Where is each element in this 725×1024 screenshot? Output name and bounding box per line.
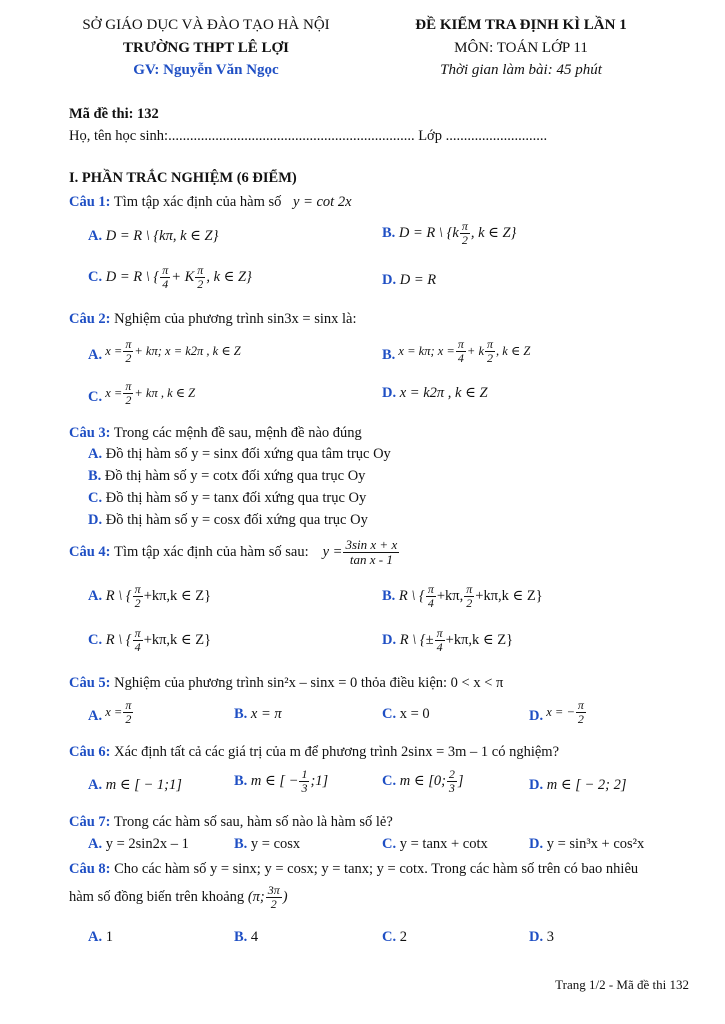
question-text: Cho các hàm số y = sinx; y = cosx; y = tanx; y = cotx. Trong các hàm số trên có bao nhiêu [114,861,639,877]
fraction [456,338,466,364]
option-label: C. [382,836,397,852]
fraction-numerator: π [577,698,584,712]
option-text: x = π [250,706,282,722]
option-text: , k ∈ Z} [470,224,517,241]
q2-option-c[interactable] [88,380,195,406]
exam-title: ĐỀ KIỂM TRA ĐỊNH KÌ LẦN 1 [415,17,627,33]
fraction-numerator: π [125,698,132,712]
option-text: R \ { [105,631,132,648]
option-text: 4 [250,929,259,945]
fraction [299,768,309,794]
fraction-numerator: π [487,337,494,351]
q4-option-b[interactable] [382,583,543,609]
option-label: A. [88,228,103,244]
option-text: D = R \ {kπ, k ∈ Z} [105,228,219,244]
question-text: Tìm tập xác định của hàm số [113,194,282,210]
option-text: x = k2π , k ∈ Z [399,385,488,401]
option-text: R \ { [105,587,132,604]
q6-option-a[interactable] [88,777,182,794]
page-footer: Trang 1/2 - Mã đề thi 132 [555,977,689,992]
fraction [426,583,436,609]
fraction-numerator: π [125,379,132,393]
q2-option-b[interactable] [382,338,530,364]
option-text: , k ∈ Z} [206,268,252,285]
q6-option-d[interactable] [529,777,626,794]
option-text: , k ∈ Z [496,344,531,359]
question-expression: y = cot 2x [293,194,352,210]
q3-option-a[interactable] [88,446,391,463]
option-text: x = [105,704,123,719]
fraction-denominator: 2 [270,896,277,911]
option-text: Đồ thị hàm số y = cosx đối xứng qua trục Oy [105,512,368,528]
question-text: Tìm tập xác định của hàm số sau: [114,543,309,560]
option-text: +kπ,k ∈ Z} [475,587,543,604]
option-label: D. [382,385,397,401]
question-5 [69,675,503,692]
fraction-denominator: 2 [125,392,132,407]
option-label: D. [529,708,544,725]
question-2 [69,311,357,328]
option-text: + kπ; x = k2π , k ∈ Z [134,344,241,359]
fraction [123,338,133,364]
option-label: C. [88,490,103,506]
fraction [576,699,586,725]
option-text: + k [466,343,484,358]
option-text: m ∈ [ − [250,772,299,789]
option-label: A. [88,446,103,462]
option-text: y = sin³x + cos²x [546,836,645,852]
question-expression: y = [322,543,343,560]
option-label: A. [88,836,103,852]
fraction-numerator: π [134,582,141,596]
school-department: SỞ GIÁO DỤC VÀ ĐÀO TẠO HÀ NỘI [82,17,330,33]
interval: ) [282,888,288,905]
duration: Thời gian làm bài: 45 phút [440,62,602,78]
option-label: B. [234,772,248,789]
question-label: Câu 3: [69,425,111,441]
q7-option-a[interactable] [88,836,189,853]
question-label: Câu 2: [69,311,111,327]
option-text: D = R \ { [105,268,160,285]
question-text: Nghiệm của phương trình sin3x = sinx là: [114,311,357,327]
option-label: B. [234,929,248,945]
option-text: D = R [399,272,437,288]
fraction-numerator: 3π [267,883,280,897]
fraction [460,220,470,246]
option-text: +kπ,k ∈ Z} [445,631,514,648]
q5-option-b[interactable] [234,706,282,723]
option-text: R \ { [398,587,425,604]
fraction [123,699,133,725]
q3-option-c[interactable] [88,490,366,507]
question-7 [69,814,393,831]
option-label: D. [529,836,544,852]
option-text: +kπ,k ∈ Z} [143,587,212,604]
q8-option-a[interactable] [88,929,113,946]
option-text: x = 0 [399,706,430,722]
question-text: hàm số đồng biến trên khoảng [69,888,245,905]
option-text: R \ {± [399,631,434,648]
option-text: Đồ thị hàm số y = tanx đối xứng qua trục Oy [105,490,367,506]
question-text: Trong các mệnh đề sau, mệnh đề nào đúng [113,425,362,441]
question-label: Câu 4: [69,543,111,560]
option-text: m ∈ [ − 1;1] [105,777,182,793]
q5-option-a[interactable] [88,699,134,725]
option-text: x = [105,343,123,358]
option-text: + K [171,268,195,285]
question-8 [69,861,638,878]
option-label: B. [88,468,102,484]
option-text: m ∈ [ − 2; 2] [546,777,627,793]
question-label: Câu 1: [69,194,111,210]
section-title: I. PHẦN TRẮC NGHIỆM (6 ĐIỂM) [69,170,297,186]
fraction-numerator: π [457,337,464,351]
q7-option-d[interactable] [529,836,644,853]
option-text: m ∈ [0; [399,772,446,789]
question-label: Câu 5: [69,675,111,691]
fraction [133,583,143,609]
q3-option-d[interactable] [88,512,368,529]
q1-option-b[interactable] [382,220,516,246]
question-label: Câu 8: [69,861,111,877]
q4-option-a[interactable] [88,583,211,609]
fraction-denominator: 2 [466,595,473,610]
option-label: C. [88,268,103,285]
option-label: A. [88,777,103,793]
option-text: ;1] [310,772,329,789]
fraction-denominator: tan x - 1 [349,551,393,567]
option-label: D. [382,631,397,648]
option-text: ] [457,772,464,789]
fraction-numerator: π [197,263,204,277]
exam-code: Mã đề thi: 132 [69,106,159,122]
fraction [343,538,399,566]
fraction-numerator: π [436,626,443,640]
question-label: Câu 6: [69,744,111,760]
fraction-denominator: 2 [125,350,132,365]
q2-option-d[interactable] [382,385,488,402]
option-label: A. [88,587,103,604]
fraction-denominator: 3 [301,780,308,795]
teacher-name: GV: Nguyễn Văn Ngọc [133,62,279,78]
interval: (π; [247,888,265,905]
fraction-denominator: 4 [134,639,141,654]
q1-option-d[interactable] [382,272,436,289]
school-name: TRƯỜNG THPT LÊ LỢI [122,40,290,56]
question-text: Xác định tất cả các giá trị của m để phương trình 2sinx = 3m – 1 có nghiệm? [114,744,560,760]
fraction [485,338,495,364]
option-label: C. [382,929,397,945]
q5-option-d[interactable] [529,699,587,725]
option-text: Đồ thị hàm số y = sinx đối xứng qua tâm trục Oy [105,446,391,462]
fraction [133,627,143,653]
q8-option-c[interactable] [382,929,407,946]
option-label: C. [88,631,103,648]
q6-option-b[interactable] [234,768,328,794]
fraction [195,264,205,290]
q1-option-c[interactable] [88,264,252,290]
question-label: Câu 7: [69,814,111,830]
fraction [435,627,445,653]
option-label: B. [234,706,248,722]
fraction-numerator: 3sin x + x [345,537,398,552]
fraction-numerator: 1 [301,767,308,781]
question-text: Nghiệm của phương trình sin²x – sinx = 0 thỏa điều kiện: 0 < x < π [114,675,504,691]
option-text: x = [105,385,123,400]
option-text: 2 [399,929,407,945]
question-1 [69,194,352,211]
fraction-denominator: 3 [448,780,455,795]
option-label: D. [529,777,544,793]
fraction-denominator: 2 [197,276,204,291]
option-label: D. [382,272,397,288]
q3-option-b[interactable] [88,468,365,485]
question-8-line2 [69,884,288,910]
option-text: Đồ thị hàm số y = cotx đối xứng qua trục Oy [104,468,366,484]
q6-option-c[interactable] [382,768,464,794]
option-text: y = tanx + cotx [399,836,488,852]
fraction-denominator: 2 [125,711,132,726]
fraction-numerator: 2 [448,767,455,781]
fraction-denominator: 2 [461,232,468,247]
fraction-numerator: π [427,582,434,596]
fraction-denominator: 2 [134,595,141,610]
question-6 [69,744,559,761]
option-label: D. [529,929,544,945]
option-label: A. [88,708,103,725]
fraction-denominator: 2 [577,711,584,726]
option-label: D. [88,512,103,528]
option-label: B. [234,836,248,852]
option-label: A. [88,347,103,364]
fraction-numerator: π [134,626,141,640]
fraction-denominator: 2 [487,350,493,365]
question-4 [69,538,400,566]
option-text: x = kπ; x = [398,343,455,358]
option-text: D = R \ {k [398,224,459,241]
fraction-numerator: π [125,337,132,351]
option-text: 1 [105,929,113,945]
fraction-denominator: 4 [427,595,434,610]
q4-option-c[interactable] [88,627,211,653]
option-text: +kπ, [436,587,464,604]
option-label: A. [88,929,103,945]
option-label: B. [382,224,396,241]
fraction [464,583,474,609]
subject: MÔN: TOÁN LỚP 11 [454,40,588,56]
option-label: C. [382,772,397,789]
q7-option-c[interactable] [382,836,488,853]
student-info-line: Họ, tên học sinh:.................................................................... Lớp ............................ [69,128,548,144]
q4-option-d[interactable] [382,627,513,653]
option-label: C. [382,706,397,722]
fraction [266,884,282,910]
question-text: Trong các hàm số sau, hàm số nào là hàm số lẻ? [113,814,393,830]
option-text: y = cosx [250,836,301,852]
option-label: C. [88,389,103,406]
q8-option-b[interactable] [234,929,258,946]
option-text: 3 [546,929,554,945]
q5-option-c[interactable] [382,706,430,723]
fraction-numerator: π [461,219,468,233]
fraction [447,768,457,794]
fraction [123,380,133,406]
option-text: +kπ,k ∈ Z} [143,631,212,648]
question-3 [69,425,362,442]
option-label: B. [382,347,396,364]
q1-option-a[interactable] [88,228,218,245]
option-text: y = 2sin2x – 1 [105,836,189,852]
fraction-numerator: π [162,263,169,277]
fraction-denominator: 4 [436,639,443,654]
option-label: B. [382,587,396,604]
q2-option-a[interactable] [88,338,241,364]
fraction-numerator: π [466,582,473,596]
q8-option-d[interactable] [529,929,554,946]
q7-option-b[interactable] [234,836,300,853]
fraction [160,264,170,290]
fraction-denominator: 4 [162,276,169,291]
fraction-denominator: 4 [457,350,464,365]
option-text: x = − [546,704,575,719]
option-text: + kπ , k ∈ Z [134,386,196,401]
